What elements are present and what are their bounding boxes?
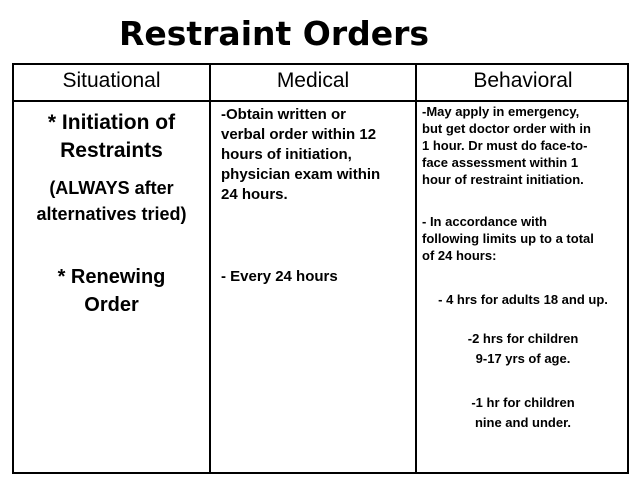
behavioral-line: - In accordance with [422,214,547,229]
behavioral-emergency [422,103,628,188]
medical-line: hours of initiation, [221,146,352,163]
situational-line: alternatives tried) [36,204,187,224]
medical-line: -Obtain written or [221,106,346,123]
column-divider [209,65,211,472]
behavioral-limits [422,213,628,264]
behavioral-line: 9-17 yrs of age. [475,351,571,366]
medical-initiation [221,105,413,205]
medical-renewing: - Every 24 hours [221,268,338,285]
situational-line: Restraints [60,139,163,162]
situational-line: * Renewing [57,266,166,288]
medical-line: verbal order within 12 [221,126,377,143]
behavioral-line: of 24 hours: [422,248,497,263]
header-situational: Situational [62,69,161,92]
situational-line: Order [84,294,139,316]
header-behavioral: Behavioral [473,69,573,92]
situational-renewing [14,263,209,319]
behavioral-line: nine and under. [474,415,572,430]
situational-line: (ALWAYS after [49,178,174,198]
medical-line: physician exam within [221,166,381,183]
behavioral-line: face assessment within 1 [422,155,579,170]
behavioral-line: hour of restraint initiation. [422,172,584,187]
behavioral-nine-under-limit [417,393,629,433]
situational-initiation [14,109,209,165]
behavioral-line: -2 hrs for children [467,331,579,346]
behavioral-adults-limit: - 4 hrs for adults 18 and up. [438,292,608,307]
behavioral-line: 1 hour. Dr must do face-to- [422,138,588,153]
behavioral-line: following limits up to a total [422,231,594,246]
behavioral-line: but get doctor order with in [422,121,591,136]
behavioral-children-limit [417,329,629,369]
restraint-orders-table [12,63,629,474]
header-medical: Medical [276,69,350,92]
behavioral-line: -1 hr for children [471,395,575,410]
medical-line: 24 hours. [221,186,288,203]
page-title: Restraint Orders [118,14,430,53]
situational-always-note [14,175,209,227]
situational-line: * Initiation of [47,111,176,134]
behavioral-line: -May apply in emergency, [422,104,580,119]
